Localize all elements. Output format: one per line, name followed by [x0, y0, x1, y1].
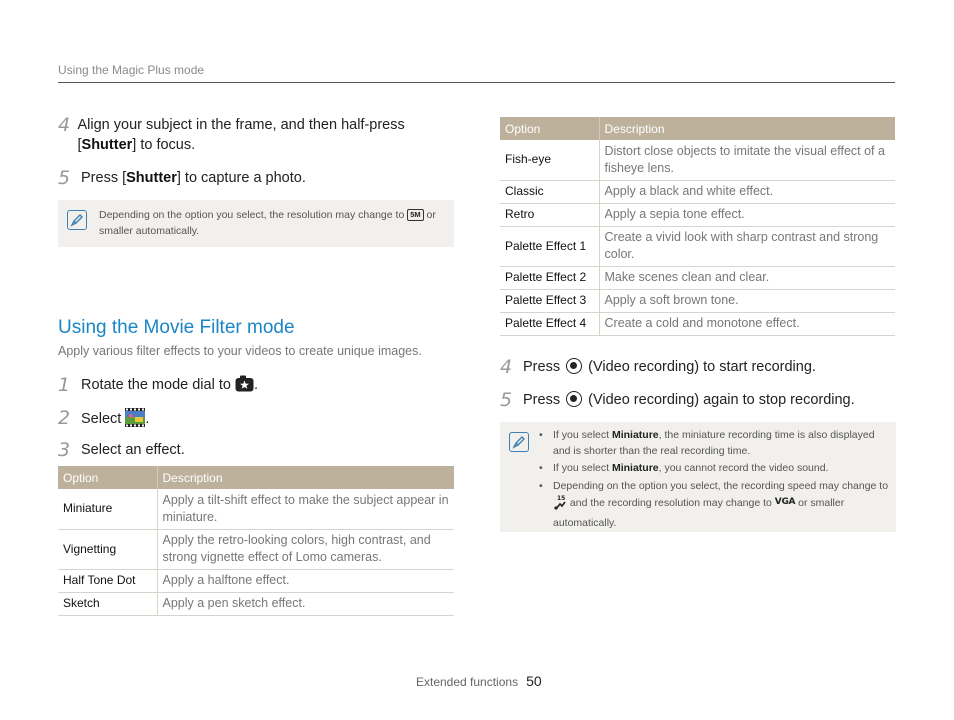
- option-description: Apply a pen sketch effect.: [157, 592, 454, 615]
- table-header-row: [500, 117, 895, 140]
- step-3-left: [58, 440, 185, 460]
- movie-filter-icon: [125, 408, 145, 433]
- page-footer: [416, 673, 542, 689]
- step-1-left: [58, 375, 258, 398]
- step-text: Press [Shutter] to capture a photo.: [81, 170, 306, 186]
- option-name: Retro: [500, 203, 599, 226]
- step-number: 5: [500, 389, 513, 411]
- vga-resolution-icon: VGA: [774, 497, 796, 508]
- page-number: 50: [526, 673, 542, 689]
- step-5-left: [58, 168, 458, 188]
- option-name: Fish-eye: [500, 140, 599, 180]
- step-number: 4: [58, 114, 71, 136]
- svg-text:15: 15: [557, 495, 566, 502]
- option-description: Create a cold and monotone effect.: [599, 312, 895, 335]
- video-record-icon: [566, 391, 582, 407]
- header-option: Option: [58, 466, 157, 489]
- table-header-row: [58, 466, 454, 489]
- option-description: Create a vivid look with sharp contrast and strong color.: [599, 226, 895, 266]
- camera-star-mode-icon: [235, 375, 254, 398]
- note-bullet-list: [539, 428, 889, 533]
- step-number: 3: [58, 439, 71, 461]
- table-row: [500, 203, 895, 226]
- step-text: Press (Video recording) again to stop recording.: [523, 392, 855, 408]
- option-name: Half Tone Dot: [58, 569, 157, 592]
- option-name: Palette Effect 4: [500, 312, 599, 335]
- note-bullet: • If you select Miniature, you cannot record the video sound.: [539, 461, 889, 477]
- table-row: [500, 289, 895, 312]
- step-4-right: [500, 357, 816, 377]
- option-description: Apply a tilt-shift effect to make the subject appear in miniature.: [157, 489, 454, 529]
- note-bullet: • If you select Miniature, the miniature recording time is also displayed and is shorter than the real recording time.: [539, 428, 889, 459]
- step-number: 5: [58, 167, 71, 189]
- note-icon: [509, 432, 529, 452]
- step-4-left: [58, 115, 458, 155]
- option-description: Apply a sepia tone effect.: [599, 203, 895, 226]
- header-description: Description: [157, 466, 454, 489]
- recording-speed-icon: [553, 494, 567, 516]
- header-option: Option: [500, 117, 599, 140]
- note-box-recording: [500, 422, 896, 532]
- option-description: Apply a soft brown tone.: [599, 289, 895, 312]
- video-record-icon: [566, 358, 582, 374]
- step-text: Align your subject in the frame, and then half-press [Shutter] to focus.: [77, 117, 405, 153]
- step-number: 1: [58, 374, 71, 396]
- running-header: Using the Magic Plus mode: [58, 63, 205, 77]
- table-row: [500, 180, 895, 203]
- section-title: Using the Movie Filter mode: [58, 317, 295, 338]
- step-text: Press (Video recording) to start recording.: [523, 359, 816, 375]
- table-row: [500, 266, 895, 289]
- header-description: Description: [599, 117, 895, 140]
- option-name: Classic: [500, 180, 599, 203]
- step-text: Select .: [81, 408, 149, 433]
- option-description: Apply a black and white effect.: [599, 180, 895, 203]
- left-options-table: [58, 466, 454, 616]
- option-name: Sketch: [58, 592, 157, 615]
- step-number: 4: [500, 356, 513, 378]
- shutter-key-label: Shutter: [81, 137, 133, 153]
- option-name: Vignetting: [58, 529, 157, 569]
- note-box-resolution: [58, 200, 454, 247]
- resolution-5m-icon: 5M: [407, 209, 423, 221]
- option-description: Apply the retro-looking colors, high contrast, and strong vignette effect of Lomo cameras.: [157, 529, 454, 569]
- step-2-left: [58, 408, 149, 433]
- table-row: [500, 312, 895, 335]
- note-bullet: • Depending on the option you select, the recording speed may change to 15 and the recording resolution may change to VGA or smaller automatically.: [539, 479, 889, 532]
- option-name: Palette Effect 2: [500, 266, 599, 289]
- table-row: [58, 529, 454, 569]
- table-row: [58, 569, 454, 592]
- right-options-table: [500, 117, 895, 336]
- section-subtitle: Apply various filter effects to your videos to create unique images.: [58, 344, 422, 358]
- option-name: Palette Effect 3: [500, 289, 599, 312]
- footer-section: Extended functions: [416, 675, 519, 689]
- step-5-right: [500, 390, 855, 410]
- step-text: Rotate the mode dial to .: [81, 375, 258, 398]
- step-text: Select an effect.: [81, 442, 185, 458]
- shutter-key-label: Shutter: [126, 170, 177, 186]
- note-text: Depending on the option you select, the resolution may change to 5M or smaller automatically.: [99, 209, 436, 237]
- table-row: [500, 226, 895, 266]
- option-name: Palette Effect 1: [500, 226, 599, 266]
- table-row: [500, 140, 895, 180]
- option-description: Apply a halftone effect.: [157, 569, 454, 592]
- step-number: 2: [58, 407, 71, 429]
- note-icon: [67, 210, 87, 230]
- option-name: Miniature: [58, 489, 157, 529]
- table-row: [58, 489, 454, 529]
- table-row: [58, 592, 454, 615]
- header-divider: [58, 82, 895, 83]
- option-description: Distort close objects to imitate the visual effect of a fisheye lens.: [599, 140, 895, 180]
- option-description: Make scenes clean and clear.: [599, 266, 895, 289]
